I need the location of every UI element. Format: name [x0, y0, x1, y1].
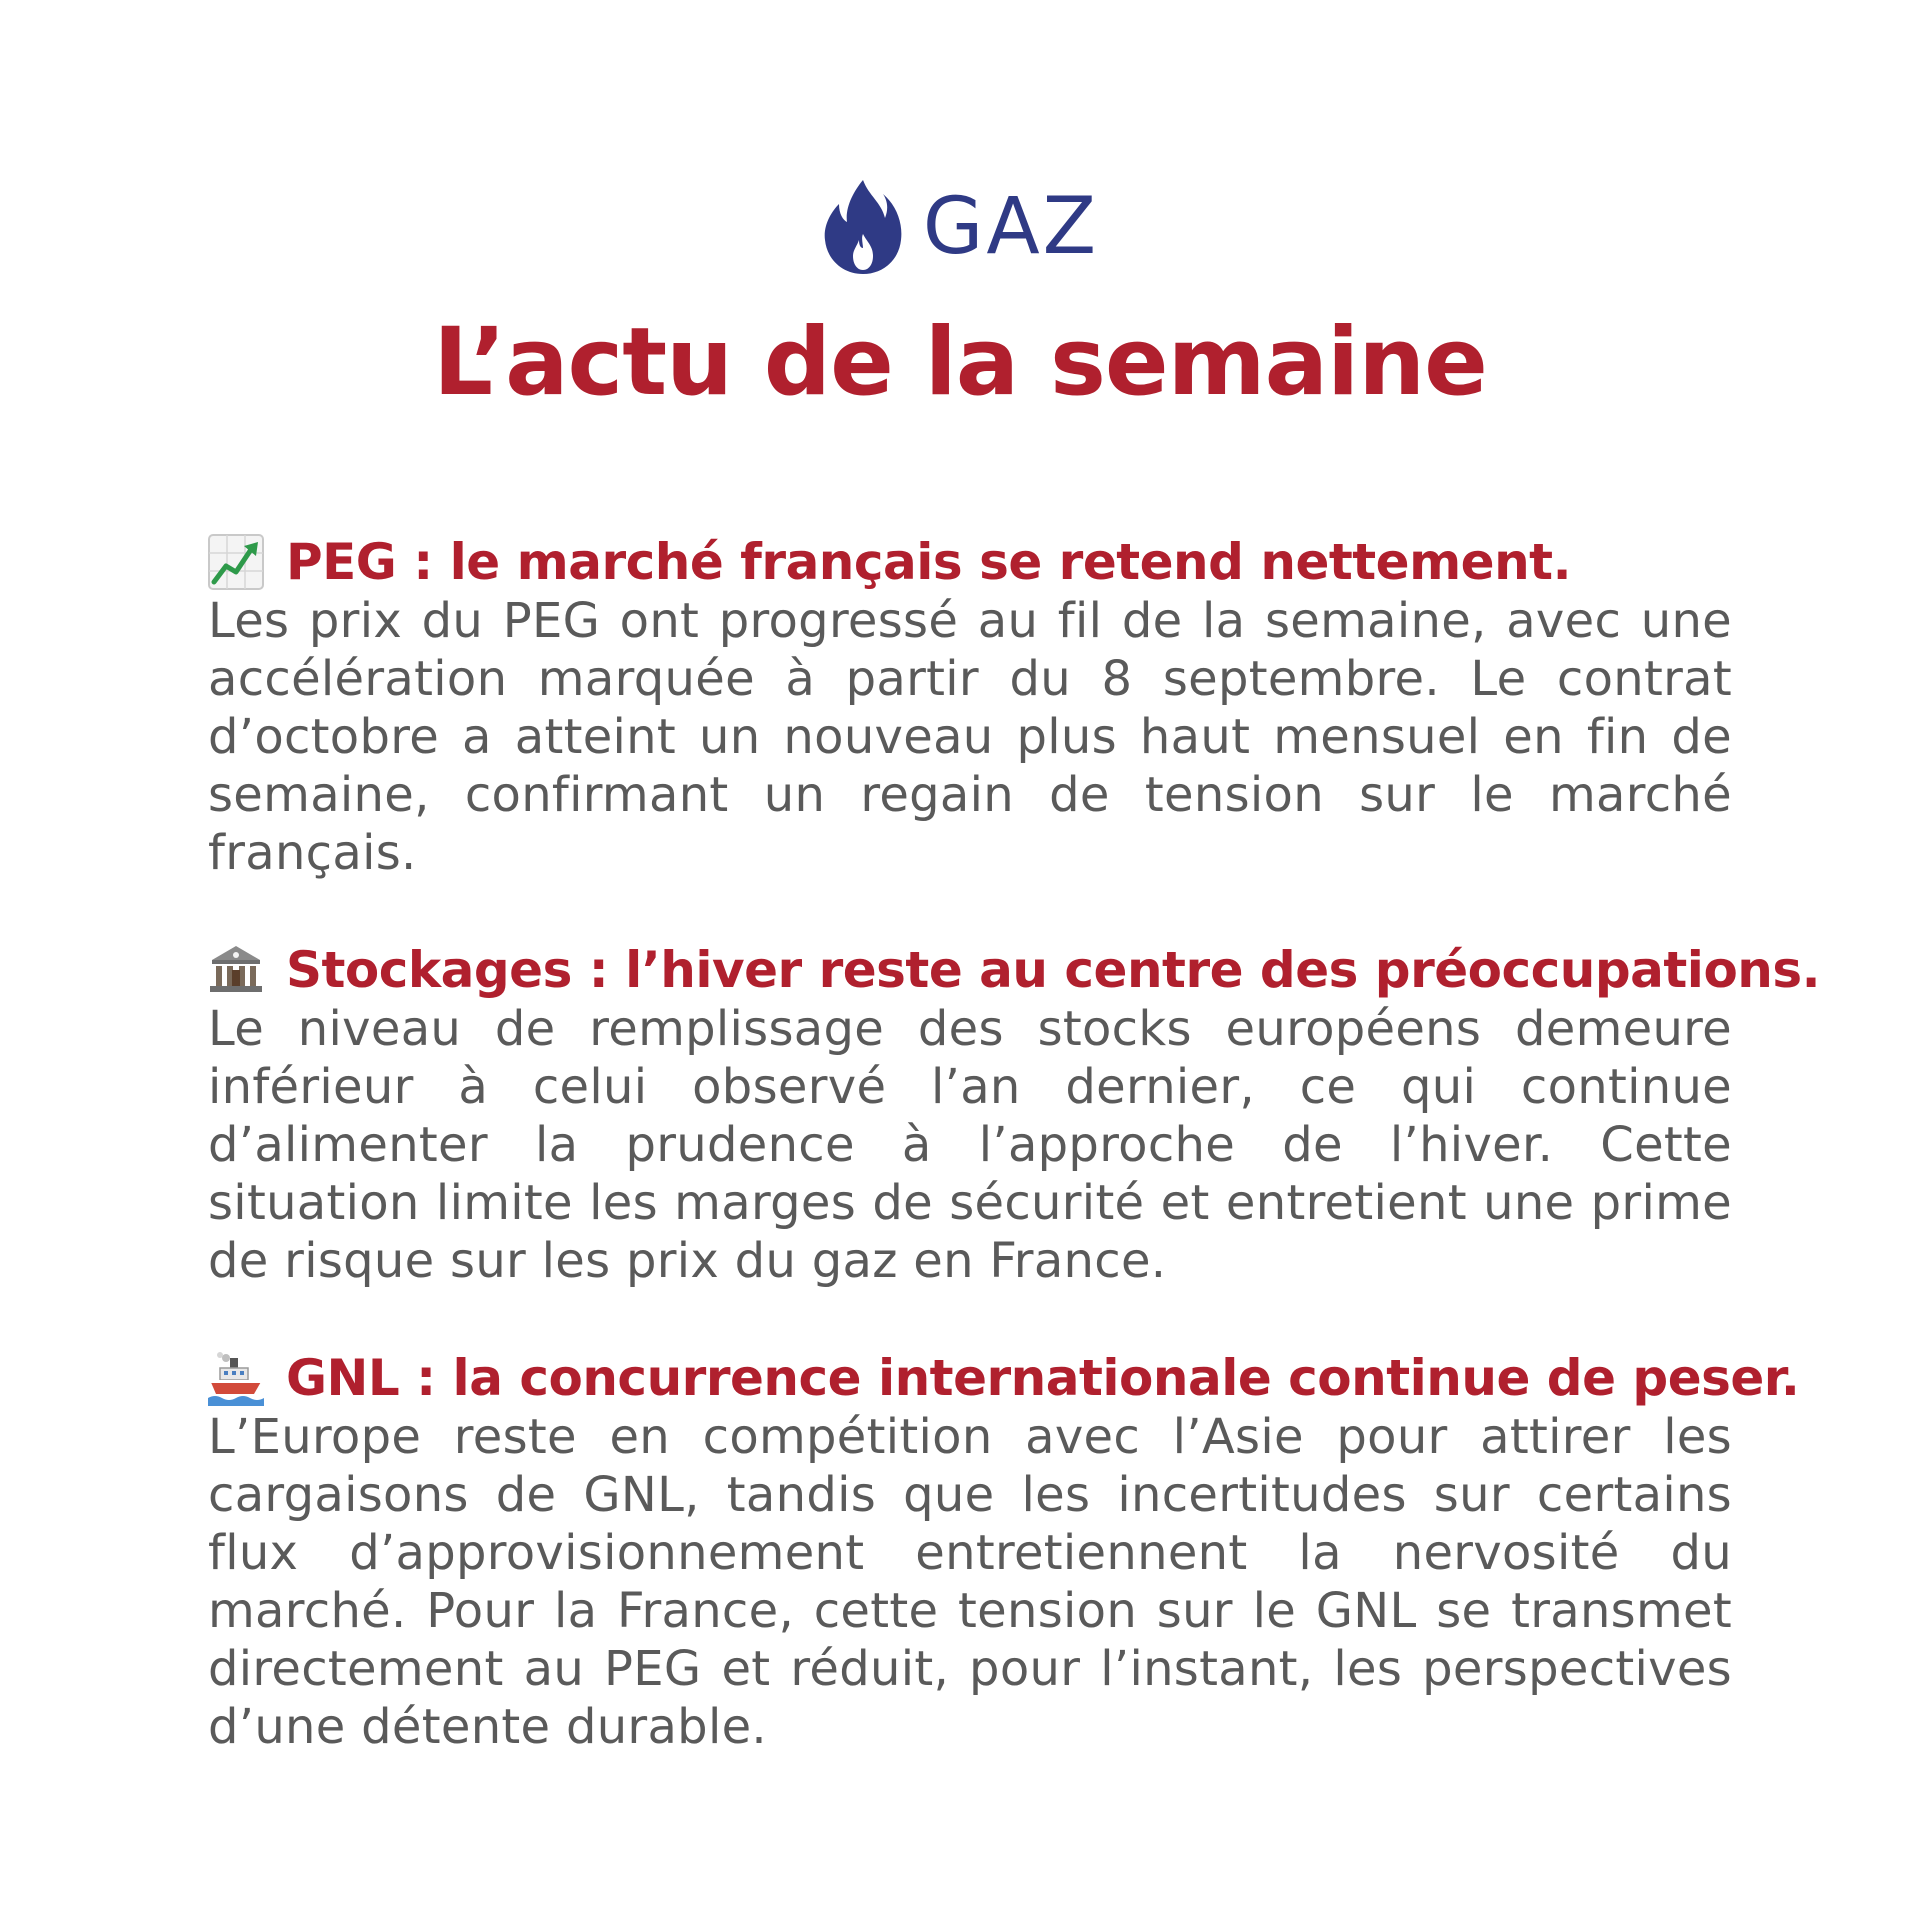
article-body: L’Europe reste en compétition avec l’Asie pour attirer les cargaisons de GNL, tandis que les incertitudes sur certains flux d’approvisionnement entretiennent la nervosité du marché. Pour la France, cette tension sur le GNL se transmet directement au PEG et réduit, pour l’instant, les perspectives d’une détente durable. [208, 1409, 1732, 1755]
section-label: GAZ [922, 182, 1100, 272]
article-heading [208, 940, 1821, 1000]
article-heading [208, 532, 1732, 592]
flame-icon [821, 178, 905, 276]
article-body: Le niveau de remplissage des stocks européens demeure inférieur à celui observé l’an dernier, ce qui continue d’alimenter la prudence à l’approche de l’hiver. Cette situation limite les marges de sécurité et entretient une prime de risque sur les prix du gaz en France. [208, 1001, 1732, 1289]
article-stockages [208, 940, 1821, 1290]
article-heading-text: GNL : la concurrence internationale continue de peser. [286, 1349, 1800, 1407]
ship-icon [208, 1350, 264, 1406]
article-heading-text: PEG : le marché français se retend nettement. [286, 533, 1572, 591]
article-body: Les prix du PEG ont progressé au fil de la semaine, avec une accélération marquée à partir du 8 septembre. Le contrat d’octobre a atteint un nouveau plus haut mensuel en fin de semaine, confirmant un regain de tension sur le marché français. [208, 593, 1732, 881]
section-header [0, 178, 1920, 276]
article-list [208, 532, 1821, 1814]
article-heading-text: Stockages : l’hiver reste au centre des préoccupations. [286, 941, 1821, 999]
article-peg [208, 532, 1732, 882]
page-title: L’actu de la semaine [433, 308, 1487, 417]
chart-increasing-icon [208, 534, 264, 590]
article-heading [208, 1348, 1800, 1408]
article-gnl [208, 1348, 1800, 1756]
bank-icon [208, 942, 264, 998]
